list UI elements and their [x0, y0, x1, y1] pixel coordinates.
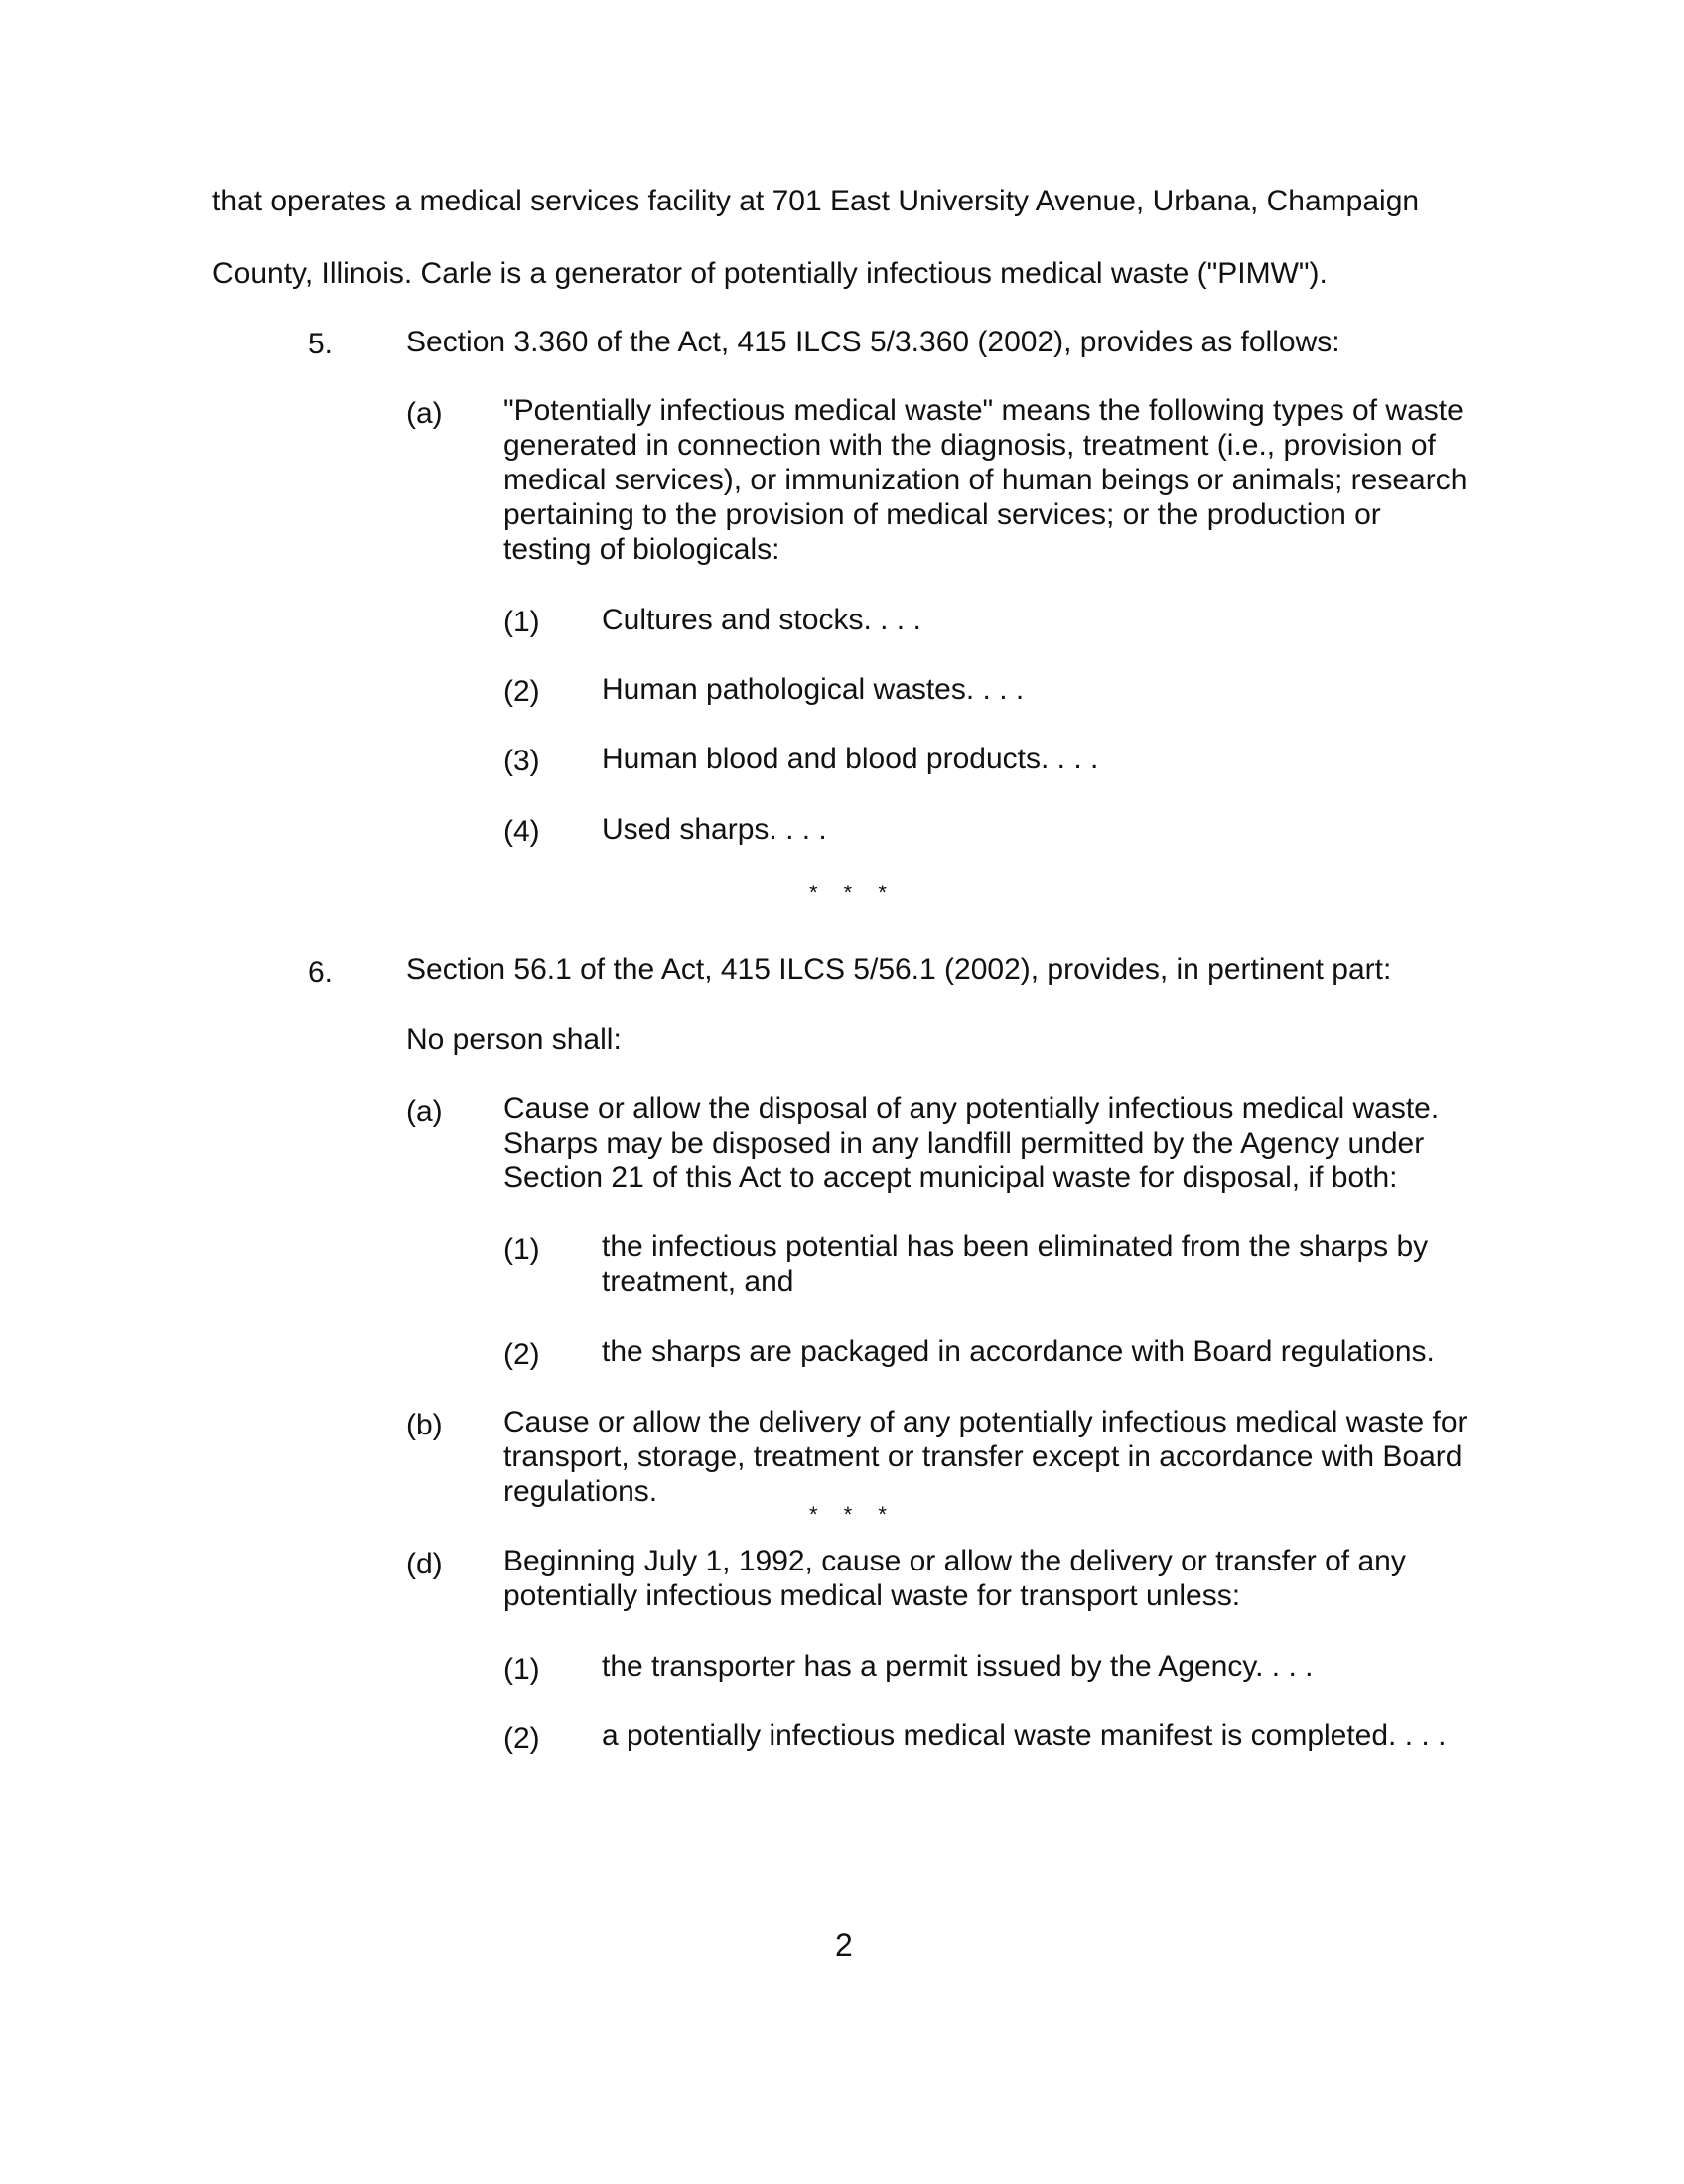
para6-b-line-3: regulations. [503, 1475, 658, 1508]
para5-a-line-1: "Potentially infectious medical waste" means the following types of waste [503, 394, 1464, 427]
para5-item-1-text: Cultures and stocks. . . . [602, 604, 921, 636]
para6-a-text [503, 1091, 1439, 1195]
para5-item-1-label: (1) [503, 606, 540, 638]
para5-a-label: (a) [406, 397, 443, 430]
para6-text: Section 56.1 of the Act, 415 ILCS 5/56.1 (2002), provides, in pertinent part: [406, 953, 1392, 986]
para6-a-line-2: Sharps may be disposed in any landfill permitted by the Agency under [503, 1127, 1425, 1160]
para5-a-line-3: medical services), or immunization of human beings or animals; research [503, 464, 1468, 496]
para5-item-3-text: Human blood and blood products. . . . [602, 743, 1099, 775]
para6-a-item-1-text [602, 1229, 1428, 1298]
para5-item-4-text: Used sharps. . . . [602, 813, 827, 846]
para5-a-line-5: testing of biologicals: [503, 533, 780, 566]
para5-item-4-label: (4) [503, 815, 540, 848]
para6-b-text [503, 1405, 1468, 1509]
para6-a-item-2-text: the sharps are packaged in accordance with Board regulations. [602, 1335, 1435, 1368]
para6-a-item-1-line-2: treatment, and [602, 1265, 794, 1297]
para6-a-line-3: Section 21 of this Act to accept municipal waste for disposal, if both: [503, 1161, 1398, 1194]
para5-ellipsis-stars: * * * [809, 881, 897, 905]
para6-d-line-1: Beginning July 1, 1992, cause or allow the delivery or transfer of any [503, 1545, 1406, 1577]
para6-number: 6. [308, 956, 334, 989]
para6-d-label: (d) [406, 1548, 443, 1580]
para5-number: 5. [308, 328, 334, 360]
intro-line-2: County, Illinois. Carle is a generator of potentially infectious medical waste ("PIMW"). [212, 257, 1328, 290]
para6-d-text [503, 1544, 1406, 1613]
para6-b-label: (b) [406, 1409, 443, 1441]
para5-item-2-text: Human pathological wastes. . . . [602, 673, 1025, 706]
para6-d-line-2: potentially infectious medical waste for transport unless: [503, 1579, 1241, 1612]
para6-a-label: (a) [406, 1095, 443, 1128]
page-number: 2 [835, 1927, 853, 1963]
para6-d-item-2-text: a potentially infectious medical waste manifest is completed. . . . [602, 1719, 1447, 1752]
para6-d-item-1-text: the transporter has a permit issued by the Agency. . . . [602, 1650, 1314, 1683]
para5-a-line-4: pertaining to the provision of medical services; or the production or [503, 498, 1381, 531]
para5-a-text [503, 393, 1467, 567]
para5-item-3-label: (3) [503, 745, 540, 777]
para6-a-item-2-label: (2) [503, 1338, 540, 1371]
para6-lead: No person shall: [406, 1024, 622, 1056]
para5-text: Section 3.360 of the Act, 415 ILCS 5/3.360 (2002), provides as follows: [406, 326, 1340, 358]
para6-a-item-1-line-1: the infectious potential has been eliminated from the sharps by [602, 1230, 1429, 1263]
para6-d-item-2-label: (2) [503, 1722, 540, 1755]
intro-line-1: that operates a medical services facility at 701 East University Avenue, Urbana, Champaign [212, 185, 1420, 217]
para5-item-2-label: (2) [503, 675, 540, 708]
para6-a-line-1: Cause or allow the disposal of any potentially infectious medical waste. [503, 1092, 1440, 1125]
para6-b-line-1: Cause or allow the delivery of any potentially infectious medical waste for [503, 1406, 1468, 1438]
para5-a-line-2: generated in connection with the diagnosis, treatment (i.e., provision of [503, 429, 1436, 462]
para6-ellipsis-stars: * * * [809, 1502, 897, 1527]
para6-d-item-1-label: (1) [503, 1653, 540, 1686]
para6-a-item-1-label: (1) [503, 1233, 540, 1266]
para6-b-line-2: transport, storage, treatment or transfer except in accordance with Board [503, 1440, 1463, 1473]
